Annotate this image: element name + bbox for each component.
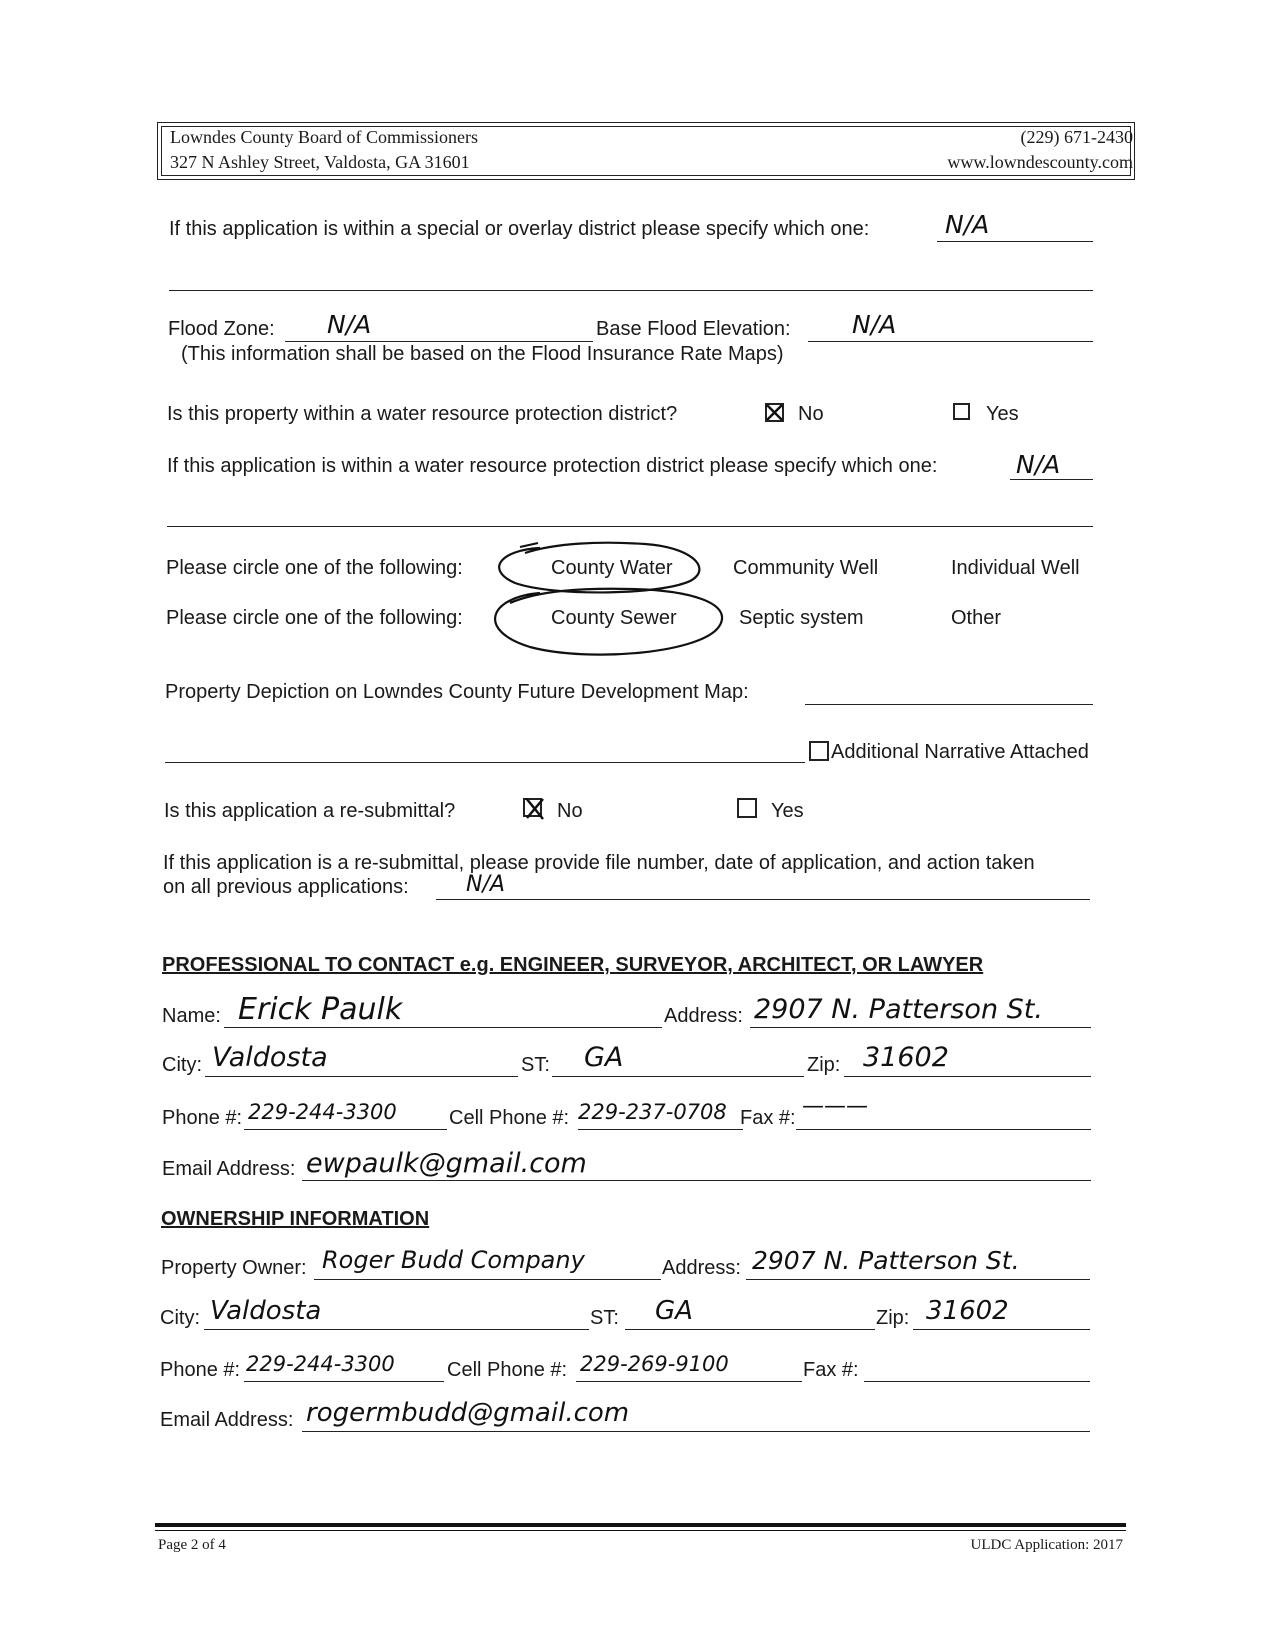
circle-county-water-tick (520, 543, 538, 547)
pro-zip-label: Zip: (807, 1054, 841, 1076)
option-other[interactable]: Other (951, 607, 1002, 629)
owner-st-value[interactable]: GA (655, 1296, 693, 1326)
pro-phone-label: Phone #: (162, 1107, 243, 1129)
org-phone: (229) 671-2430 (1020, 127, 1133, 147)
owner-address-label: Address: (662, 1257, 741, 1279)
flood-zone-line (285, 341, 593, 342)
resubmittal-info-value[interactable]: N/A (466, 872, 505, 897)
pro-email-line (302, 1180, 1091, 1181)
pro-name-label: Name: (162, 1005, 221, 1027)
special-district-line (937, 241, 1093, 242)
owner-cell-value[interactable]: 229-269-9100 (580, 1352, 729, 1376)
circle-county-sewer (495, 589, 722, 655)
owner-city-label: City: (160, 1307, 200, 1329)
pro-city-value[interactable]: Valdosta (212, 1042, 328, 1073)
future-map-line-2 (165, 762, 805, 763)
owner-email-label: Email Address: (160, 1409, 294, 1431)
water-resource-yes-checkbox[interactable] (953, 403, 970, 420)
owner-email-value[interactable]: rogermbudd@gmail.com (306, 1398, 630, 1428)
owner-cell-line (576, 1381, 802, 1382)
org-address: 327 N Ashley Street, Valdosta, GA 31601 (170, 152, 470, 172)
owner-st-label: ST: (590, 1307, 619, 1329)
pro-email-value[interactable]: ewpaulk@gmail.com (306, 1148, 587, 1179)
narrative-label: Additional Narrative Attached (831, 741, 1089, 763)
pro-address-value[interactable]: 2907 N. Patterson St. (754, 994, 1043, 1025)
circle-county-water (499, 543, 699, 593)
flood-zone-value[interactable]: N/A (327, 310, 372, 339)
owner-cell-label: Cell Phone #: (447, 1359, 568, 1381)
pro-st-line (552, 1076, 804, 1077)
pro-name-value[interactable]: Erick Paulk (238, 992, 403, 1027)
owner-phone-label: Phone #: (160, 1359, 241, 1381)
pro-city-line (205, 1076, 518, 1077)
owner-zip-label: Zip: (876, 1307, 910, 1329)
pro-fax-label: Fax #: (740, 1107, 796, 1129)
footer-rule-thick (155, 1523, 1126, 1527)
water-resource-no-checkbox[interactable] (765, 403, 784, 422)
future-map-label: Property Depiction on Lowndes County Future Development Map: (165, 681, 749, 703)
resubmittal-yes-label: Yes (771, 800, 804, 822)
check-x-icon (765, 403, 784, 422)
owner-city-value[interactable]: Valdosta (210, 1296, 322, 1326)
pro-cell-label: Cell Phone #: (449, 1107, 570, 1129)
pro-email-label: Email Address: (162, 1158, 296, 1180)
option-septic-system[interactable]: Septic system (739, 607, 864, 629)
water-resource-yes-label: Yes (986, 403, 1019, 425)
pro-st-label: ST: (521, 1054, 550, 1076)
pro-phone-line (244, 1129, 447, 1130)
owner-phone-line (244, 1381, 444, 1382)
professional-heading: PROFESSIONAL TO CONTACT e.g. ENGINEER, SURVEYOR, ARCHITECT, OR LAWYER (162, 954, 984, 976)
resubmittal-yes-checkbox[interactable] (737, 798, 757, 818)
org-name: Lowndes County Board of Commissioners (170, 127, 478, 147)
owner-address-value[interactable]: 2907 N. Patterson St. (752, 1246, 1020, 1275)
footer-form: ULDC Application: 2017 (970, 1537, 1123, 1553)
footer-page: Page 2 of 4 (158, 1537, 226, 1553)
pro-phone-value[interactable]: 229-244-3300 (248, 1100, 397, 1124)
owner-email-line (302, 1431, 1090, 1432)
bfe-line (808, 341, 1093, 342)
owner-fax-line (864, 1381, 1090, 1382)
pro-name-line (224, 1027, 662, 1028)
water-resource-specify-label: If this application is within a water resource protection district please specify which one: (167, 455, 938, 477)
bfe-value[interactable]: N/A (852, 310, 897, 339)
future-map-line (805, 704, 1093, 705)
flood-zone-label: Flood Zone: (168, 318, 275, 340)
resubmittal-info-line (436, 899, 1090, 900)
owner-value[interactable]: Roger Budd Company (322, 1246, 585, 1274)
pro-city-label: City: (162, 1054, 202, 1076)
pro-fax-value[interactable]: ——— (802, 1094, 868, 1119)
narrative-checkbox[interactable] (809, 741, 829, 761)
option-community-well[interactable]: Community Well (733, 557, 879, 579)
owner-city-line (204, 1329, 589, 1330)
owner-zip-value[interactable]: 31602 (926, 1296, 1009, 1326)
resubmittal-info-line1: If this application is a re-submittal, please provide file number, date of application, and action taken (163, 852, 1035, 874)
pro-fax-line (796, 1129, 1091, 1130)
flood-note: (This information shall be based on the Flood Insurance Rate Maps) (181, 343, 784, 365)
pro-address-line (750, 1027, 1091, 1028)
pro-st-value[interactable]: GA (584, 1042, 624, 1073)
option-county-sewer[interactable]: County Sewer (551, 607, 677, 629)
resubmittal-no-label: No (557, 800, 583, 822)
owner-line (314, 1279, 661, 1280)
resubmittal-no-checkbox[interactable] (523, 798, 542, 817)
special-district-value[interactable]: N/A (945, 210, 990, 239)
hand-circles (480, 535, 750, 665)
pro-cell-line (578, 1129, 743, 1130)
owner-zip-line (913, 1329, 1090, 1330)
ownership-heading: OWNERSHIP INFORMATION (161, 1208, 430, 1230)
owner-st-line (625, 1329, 875, 1330)
owner-label: Property Owner: (161, 1257, 307, 1279)
special-district-label: If this application is within a special or overlay district please specify which one: (169, 218, 870, 240)
check-x-icon (523, 798, 545, 820)
bfe-label: Base Flood Elevation: (596, 318, 791, 340)
special-district-line-2 (169, 290, 1093, 291)
option-county-water[interactable]: County Water (551, 557, 673, 579)
pro-cell-value[interactable]: 229-237-0708 (578, 1100, 727, 1124)
water-resource-specify-line (1010, 479, 1093, 480)
water-resource-specify-value[interactable]: N/A (1016, 450, 1061, 479)
water-resource-no-label: No (798, 403, 824, 425)
owner-address-line (746, 1279, 1090, 1280)
water-resource-question: Is this property within a water resource protection district? (167, 403, 678, 425)
resubmittal-question: Is this application a re-submittal? (164, 800, 456, 822)
sewer-label: Please circle one of the following: (166, 607, 463, 629)
water-resource-line-2 (167, 526, 1093, 527)
pro-zip-line (844, 1076, 1091, 1077)
pro-address-label: Address: (664, 1005, 743, 1027)
org-website: www.lowndescounty.com (947, 152, 1133, 172)
owner-phone-value[interactable]: 229-244-3300 (246, 1352, 395, 1376)
option-individual-well[interactable]: Individual Well (951, 557, 1080, 579)
owner-fax-label: Fax #: (803, 1359, 859, 1381)
water-source-label: Please circle one of the following: (166, 557, 463, 579)
footer-rule-thin (155, 1530, 1126, 1531)
pro-zip-value[interactable]: 31602 (863, 1042, 949, 1073)
resubmittal-info-line2: on all previous applications: (163, 876, 409, 898)
